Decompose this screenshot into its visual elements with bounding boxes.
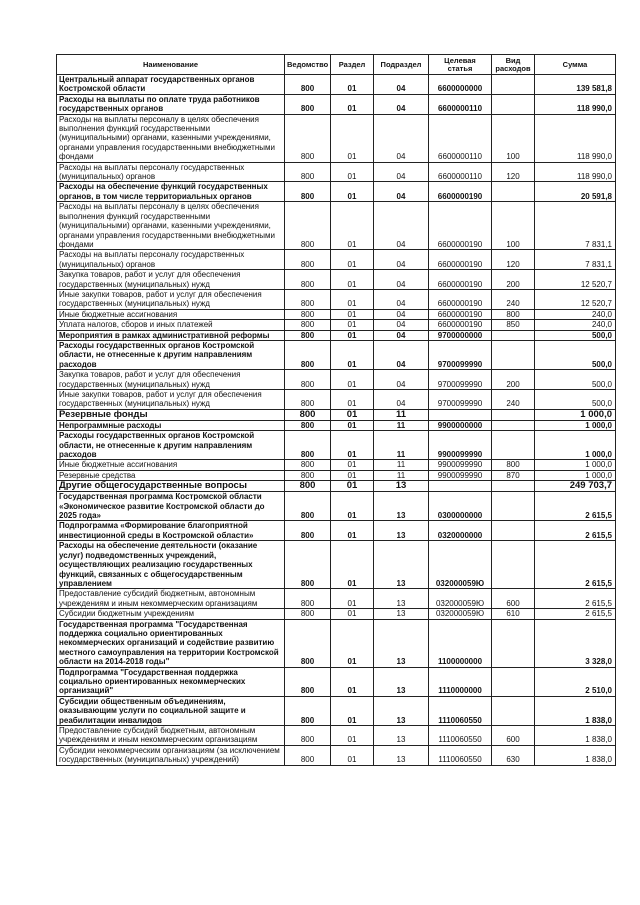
cell-name: Подпрограмма «Формирование благоприятной инвестиционной среды в Костромской области» <box>57 521 285 541</box>
cell-name: Расходы на выплаты по оплате труда работников государственных органов <box>57 94 285 114</box>
cell-sum: 500,0 <box>535 370 616 390</box>
cell-name: Подпрограмма "Государственная поддержка социально ориентированных некоммерческих организаций" <box>57 667 285 696</box>
cell-subsection: 13 <box>374 481 429 492</box>
cell-target-article: 032000059Ю <box>429 541 492 589</box>
cell-expense-type <box>492 541 535 589</box>
cell-target-article: 9900000000 <box>429 420 492 430</box>
cell-sum: 2 510,0 <box>535 667 616 696</box>
cell-sum: 1 000,0 <box>535 460 616 470</box>
cell-section: 01 <box>331 696 374 725</box>
cell-expense-type <box>492 492 535 521</box>
cell-expense-type <box>492 481 535 492</box>
budget-table <box>56 54 616 766</box>
cell-section: 01 <box>331 589 374 609</box>
cell-section: 01 <box>331 745 374 765</box>
cell-expense-type: 240 <box>492 289 535 309</box>
cell-section: 01 <box>331 481 374 492</box>
cell-expense-type <box>492 619 535 667</box>
cell-name: Непрограммные расходы <box>57 420 285 430</box>
cell-section: 01 <box>331 114 374 162</box>
table-row <box>57 320 616 330</box>
cell-section: 01 <box>331 94 374 114</box>
cell-section: 01 <box>331 270 374 290</box>
cell-expense-type: 100 <box>492 202 535 250</box>
cell-name: Расходы на обеспечение функций государственных органов, в том числе территориальных органов <box>57 182 285 202</box>
cell-department: 800 <box>285 202 331 250</box>
cell-subsection: 13 <box>374 696 429 725</box>
cell-expense-type <box>492 521 535 541</box>
cell-department: 800 <box>285 420 331 430</box>
cell-name: Расходы на выплаты персоналу государственных (муниципальных) органов <box>57 162 285 182</box>
cell-section: 01 <box>331 492 374 521</box>
table-row <box>57 114 616 162</box>
cell-department: 800 <box>285 745 331 765</box>
cell-subsection: 04 <box>374 320 429 330</box>
cell-expense-type: 610 <box>492 609 535 619</box>
cell-sum: 2 615,5 <box>535 521 616 541</box>
cell-department: 800 <box>285 94 331 114</box>
cell-target-article: 032000059Ю <box>429 609 492 619</box>
cell-target-article: 6600000110 <box>429 162 492 182</box>
cell-expense-type: 600 <box>492 589 535 609</box>
cell-subsection: 11 <box>374 409 429 420</box>
cell-department: 800 <box>285 521 331 541</box>
cell-name: Предоставление субсидий бюджетным, автономным учреждениям и иным некоммерческим организациям <box>57 726 285 746</box>
cell-department: 800 <box>285 309 331 319</box>
table-row <box>57 619 616 667</box>
table-row <box>57 289 616 309</box>
cell-target-article: 9700099990 <box>429 370 492 390</box>
cell-expense-type <box>492 431 535 460</box>
cell-department: 800 <box>285 726 331 746</box>
table-row <box>57 162 616 182</box>
cell-target-article: 1100000000 <box>429 619 492 667</box>
cell-expense-type <box>492 696 535 725</box>
cell-sum: 2 615,5 <box>535 589 616 609</box>
table-row <box>57 745 616 765</box>
table-row <box>57 370 616 390</box>
cell-sum: 118 990,0 <box>535 114 616 162</box>
cell-expense-type: 870 <box>492 470 535 480</box>
table-row <box>57 420 616 430</box>
table-row <box>57 470 616 480</box>
cell-sum: 12 520,7 <box>535 289 616 309</box>
table-row <box>57 330 616 340</box>
cell-section: 01 <box>331 541 374 589</box>
cell-target-article: 9700099990 <box>429 390 492 410</box>
cell-subsection: 13 <box>374 541 429 589</box>
cell-name: Расходы государственных органов Костромской области, не отнесенные к другим направлениям расходов <box>57 340 285 369</box>
cell-target-article: 1110060550 <box>429 726 492 746</box>
cell-expense-type: 800 <box>492 460 535 470</box>
cell-subsection: 13 <box>374 619 429 667</box>
cell-section: 01 <box>331 420 374 430</box>
cell-target-article: 0300000000 <box>429 492 492 521</box>
cell-department: 800 <box>285 460 331 470</box>
cell-target-article: 6600000190 <box>429 320 492 330</box>
table-row <box>57 541 616 589</box>
cell-department: 800 <box>285 667 331 696</box>
table-row <box>57 492 616 521</box>
table-row <box>57 390 616 410</box>
cell-sum: 1 838,0 <box>535 726 616 746</box>
cell-sum: 500,0 <box>535 330 616 340</box>
table-row <box>57 696 616 725</box>
cell-subsection: 04 <box>374 309 429 319</box>
cell-subsection: 11 <box>374 470 429 480</box>
table-row <box>57 270 616 290</box>
cell-name: Иные закупки товаров, работ и услуг для обеспечения государственных (муниципальных) нужд <box>57 390 285 410</box>
cell-department: 800 <box>285 340 331 369</box>
cell-subsection: 04 <box>374 289 429 309</box>
header-sum: Сумма <box>535 55 616 75</box>
cell-department: 800 <box>285 492 331 521</box>
cell-name: Предоставление субсидий бюджетным, автономным учреждениям и иным некоммерческим организациям <box>57 589 285 609</box>
cell-expense-type: 240 <box>492 390 535 410</box>
cell-name: Уплата налогов, сборов и иных платежей <box>57 320 285 330</box>
cell-subsection: 13 <box>374 609 429 619</box>
cell-name: Мероприятия в рамках административной реформы <box>57 330 285 340</box>
cell-subsection: 04 <box>374 250 429 270</box>
cell-department: 800 <box>285 390 331 410</box>
cell-section: 01 <box>331 202 374 250</box>
cell-department: 800 <box>285 75 331 95</box>
table-row <box>57 75 616 95</box>
cell-name: Расходы государственных органов Костромской области, не отнесенные к другим направлениям расходов <box>57 431 285 460</box>
cell-department: 800 <box>285 289 331 309</box>
table-row <box>57 431 616 460</box>
cell-sum: 12 520,7 <box>535 270 616 290</box>
cell-expense-type: 630 <box>492 745 535 765</box>
cell-subsection: 11 <box>374 460 429 470</box>
cell-sum: 1 000,0 <box>535 470 616 480</box>
cell-name: Расходы на выплаты персоналу государственных (муниципальных) органов <box>57 250 285 270</box>
cell-section: 01 <box>331 370 374 390</box>
cell-sum: 7 831,1 <box>535 250 616 270</box>
cell-section: 01 <box>331 162 374 182</box>
header-subsection: Подраздел <box>374 55 429 75</box>
cell-target-article: 9700000000 <box>429 330 492 340</box>
table-row <box>57 340 616 369</box>
table-row <box>57 521 616 541</box>
cell-expense-type <box>492 330 535 340</box>
cell-target-article: 6600000190 <box>429 270 492 290</box>
table-body <box>57 75 616 766</box>
cell-name: Другие общегосударственные вопросы <box>57 481 285 492</box>
cell-sum: 20 591,8 <box>535 182 616 202</box>
table-row <box>57 182 616 202</box>
cell-target-article: 6600000110 <box>429 94 492 114</box>
cell-department: 800 <box>285 470 331 480</box>
cell-subsection: 04 <box>374 75 429 95</box>
cell-section: 01 <box>331 667 374 696</box>
cell-section: 01 <box>331 470 374 480</box>
cell-expense-type: 120 <box>492 250 535 270</box>
cell-sum: 240,0 <box>535 309 616 319</box>
cell-sum: 500,0 <box>535 390 616 410</box>
table-row <box>57 409 616 420</box>
cell-sum: 2 615,5 <box>535 609 616 619</box>
cell-target-article <box>429 481 492 492</box>
cell-target-article: 032000059Ю <box>429 589 492 609</box>
cell-section: 01 <box>331 431 374 460</box>
cell-name: Расходы на обеспечение деятельности (оказание услуг) подведомственных учреждений, осуществляющих реализацию государственных функций, связанных с общегосударственным управлением <box>57 541 285 589</box>
cell-department: 800 <box>285 370 331 390</box>
table-row <box>57 202 616 250</box>
cell-expense-type: 850 <box>492 320 535 330</box>
cell-target-article: 6600000110 <box>429 114 492 162</box>
cell-target-article: 9900099990 <box>429 431 492 460</box>
cell-name: Закупка товаров, работ и услуг для обеспечения государственных (муниципальных) нужд <box>57 370 285 390</box>
cell-target-article: 6600000190 <box>429 289 492 309</box>
cell-section: 01 <box>331 521 374 541</box>
cell-name: Иные бюджетные ассигнования <box>57 309 285 319</box>
cell-target-article: 9700099990 <box>429 340 492 369</box>
cell-target-article <box>429 409 492 420</box>
cell-sum: 1 000,0 <box>535 431 616 460</box>
cell-sum: 249 703,7 <box>535 481 616 492</box>
cell-department: 800 <box>285 431 331 460</box>
cell-department: 800 <box>285 250 331 270</box>
cell-section: 01 <box>331 320 374 330</box>
cell-subsection: 11 <box>374 420 429 430</box>
cell-subsection: 04 <box>374 182 429 202</box>
budget-table-page <box>56 54 615 766</box>
cell-expense-type <box>492 182 535 202</box>
cell-subsection: 04 <box>374 370 429 390</box>
table-row <box>57 250 616 270</box>
cell-target-article: 1110000000 <box>429 667 492 696</box>
cell-subsection: 13 <box>374 492 429 521</box>
cell-target-article: 6600000190 <box>429 309 492 319</box>
cell-sum: 1 838,0 <box>535 696 616 725</box>
table-row <box>57 726 616 746</box>
cell-subsection: 04 <box>374 162 429 182</box>
cell-name: Субсидии бюджетным учреждениям <box>57 609 285 619</box>
cell-subsection: 13 <box>374 667 429 696</box>
cell-name: Расходы на выплаты персоналу в целях обеспечения выполнения функций государственными (муниципальными) органами, казенными учреждениями, органами управления государственными внебюджетными фондами <box>57 202 285 250</box>
cell-section: 01 <box>331 460 374 470</box>
header-name: Наименование <box>57 55 285 75</box>
cell-name: Государственная программа "Государственная поддержка социально ориентированных некоммерческих организаций и содействие развитию местного самоуправления на территории Костромской области на 2014-2018 годы" <box>57 619 285 667</box>
cell-expense-type <box>492 420 535 430</box>
cell-section: 01 <box>331 330 374 340</box>
cell-section: 01 <box>331 390 374 410</box>
cell-target-article: 6600000190 <box>429 202 492 250</box>
cell-department: 800 <box>285 320 331 330</box>
cell-sum: 500,0 <box>535 340 616 369</box>
cell-name: Иные закупки товаров, работ и услуг для обеспечения государственных (муниципальных) нужд <box>57 289 285 309</box>
cell-sum: 118 990,0 <box>535 162 616 182</box>
cell-department: 800 <box>285 481 331 492</box>
table-row <box>57 460 616 470</box>
cell-subsection: 04 <box>374 94 429 114</box>
cell-name: Центральный аппарат государственных органов Костромской области <box>57 75 285 95</box>
cell-subsection: 04 <box>374 202 429 250</box>
cell-sum: 139 581,8 <box>535 75 616 95</box>
cell-section: 01 <box>331 289 374 309</box>
cell-name: Закупка товаров, работ и услуг для обеспечения государственных (муниципальных) нужд <box>57 270 285 290</box>
cell-target-article: 0320000000 <box>429 521 492 541</box>
cell-subsection: 04 <box>374 270 429 290</box>
cell-expense-type <box>492 340 535 369</box>
cell-subsection: 04 <box>374 340 429 369</box>
table-row <box>57 667 616 696</box>
header-department: Ведомство <box>285 55 331 75</box>
table-row <box>57 309 616 319</box>
cell-expense-type: 200 <box>492 270 535 290</box>
cell-department: 800 <box>285 409 331 420</box>
cell-sum: 1 000,0 <box>535 409 616 420</box>
table-row <box>57 589 616 609</box>
cell-sum: 1 000,0 <box>535 420 616 430</box>
cell-sum: 2 615,5 <box>535 492 616 521</box>
cell-name: Резервные фонды <box>57 409 285 420</box>
cell-subsection: 11 <box>374 431 429 460</box>
cell-section: 01 <box>331 340 374 369</box>
cell-target-article: 1110060550 <box>429 745 492 765</box>
cell-sum: 240,0 <box>535 320 616 330</box>
cell-expense-type: 600 <box>492 726 535 746</box>
cell-subsection: 04 <box>374 330 429 340</box>
cell-department: 800 <box>285 609 331 619</box>
cell-target-article: 6600000190 <box>429 182 492 202</box>
cell-section: 01 <box>331 250 374 270</box>
cell-sum: 118 990,0 <box>535 94 616 114</box>
cell-department: 800 <box>285 270 331 290</box>
cell-section: 01 <box>331 619 374 667</box>
header-expense-type: Вид расходов <box>492 55 535 75</box>
table-row <box>57 94 616 114</box>
table-row <box>57 481 616 492</box>
cell-target-article: 9900099990 <box>429 460 492 470</box>
cell-department: 800 <box>285 541 331 589</box>
cell-section: 01 <box>331 609 374 619</box>
cell-department: 800 <box>285 696 331 725</box>
table-row <box>57 609 616 619</box>
cell-department: 800 <box>285 589 331 609</box>
header-section: Раздел <box>331 55 374 75</box>
cell-section: 01 <box>331 182 374 202</box>
cell-target-article: 6600000190 <box>429 250 492 270</box>
cell-expense-type <box>492 75 535 95</box>
cell-subsection: 04 <box>374 390 429 410</box>
cell-target-article: 9900099990 <box>429 470 492 480</box>
cell-subsection: 13 <box>374 521 429 541</box>
cell-expense-type: 100 <box>492 114 535 162</box>
cell-sum: 1 838,0 <box>535 745 616 765</box>
table-header-row <box>57 55 616 75</box>
cell-name: Расходы на выплаты персоналу в целях обеспечения выполнения функций государственными (муниципальными) органами, казенными учреждениями, органами управления государственными внебюджетными фондами <box>57 114 285 162</box>
cell-subsection: 04 <box>374 114 429 162</box>
cell-department: 800 <box>285 114 331 162</box>
cell-department: 800 <box>285 182 331 202</box>
cell-expense-type: 200 <box>492 370 535 390</box>
cell-department: 800 <box>285 162 331 182</box>
cell-section: 01 <box>331 409 374 420</box>
cell-sum: 3 328,0 <box>535 619 616 667</box>
cell-expense-type <box>492 409 535 420</box>
cell-department: 800 <box>285 619 331 667</box>
cell-target-article: 1110060550 <box>429 696 492 725</box>
cell-name: Иные бюджетные ассигнования <box>57 460 285 470</box>
cell-subsection: 13 <box>374 726 429 746</box>
cell-subsection: 13 <box>374 745 429 765</box>
cell-sum: 2 615,5 <box>535 541 616 589</box>
cell-expense-type <box>492 94 535 114</box>
cell-subsection: 13 <box>374 589 429 609</box>
cell-target-article: 6600000000 <box>429 75 492 95</box>
cell-expense-type: 120 <box>492 162 535 182</box>
header-target-article: Целевая статья <box>429 55 492 75</box>
cell-section: 01 <box>331 309 374 319</box>
cell-section: 01 <box>331 75 374 95</box>
cell-section: 01 <box>331 726 374 746</box>
cell-name: Субсидии общественным объединениям, оказывающим услуги по социальной защите и реабилитации инвалидов <box>57 696 285 725</box>
cell-sum: 7 831,1 <box>535 202 616 250</box>
cell-name: Субсидии некоммерческим организациям (за исключением государственных (муниципальных) учреждений) <box>57 745 285 765</box>
cell-name: Государственная программа Костромской области «Экономическое развитие Костромской области до 2025 года» <box>57 492 285 521</box>
cell-expense-type: 800 <box>492 309 535 319</box>
cell-department: 800 <box>285 330 331 340</box>
cell-expense-type <box>492 667 535 696</box>
cell-name: Резервные средства <box>57 470 285 480</box>
